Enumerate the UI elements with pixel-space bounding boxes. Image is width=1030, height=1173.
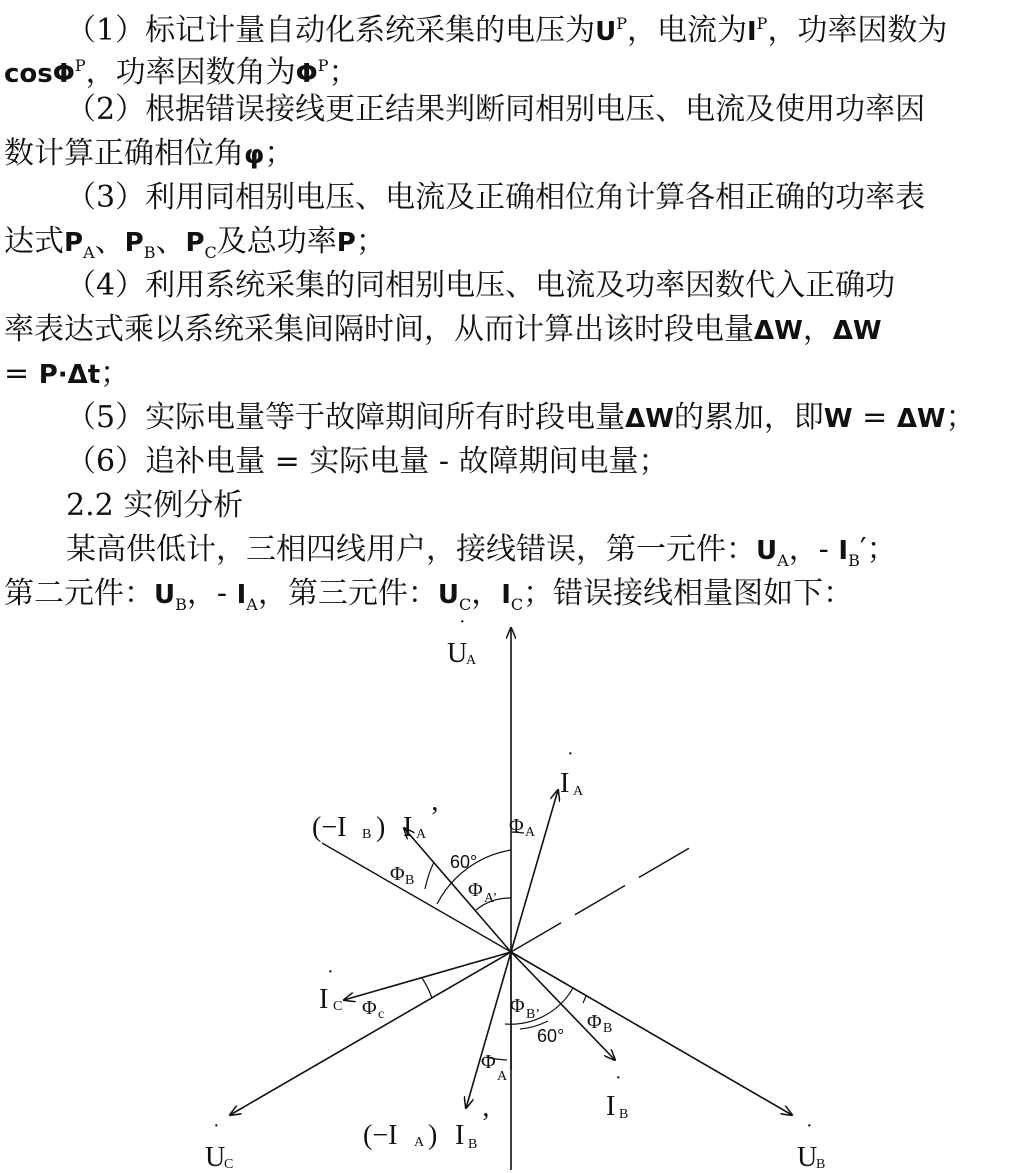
- text: （2）根据错误接线更正结果判断同相别电压、电流及使用功率因: [66, 92, 926, 127]
- label-sub: A: [414, 1135, 425, 1150]
- sub: A: [777, 551, 789, 570]
- label-sub: A: [416, 827, 427, 842]
- text: ，功率因数角为: [85, 55, 296, 90]
- symbol-p: P: [185, 228, 205, 258]
- label-text: I: [319, 984, 329, 1015]
- phi: Φ: [510, 995, 525, 1017]
- dot: ·: [567, 743, 574, 765]
- neg-ia-phasor: [466, 952, 511, 1108]
- paragraph-6: [66, 440, 669, 484]
- text: （1）标记计量自动化系统采集的电压为: [66, 13, 596, 48]
- label-text: ): [376, 812, 386, 843]
- label-phi-b: [390, 863, 414, 888]
- text: 2.2 实例分析: [66, 488, 244, 523]
- symbol-dw: ΔW: [754, 316, 803, 346]
- label-text: U: [205, 1142, 226, 1173]
- text: 数计算正确相位角: [4, 136, 244, 171]
- text: 达式: [4, 224, 64, 259]
- label-sub: B: [816, 1157, 826, 1172]
- label-sub: A’: [484, 891, 498, 906]
- label-text: I: [455, 1120, 465, 1151]
- arc-phi-c: [422, 978, 432, 998]
- label-ub: [797, 1115, 825, 1173]
- text: 第二元件：: [4, 576, 154, 611]
- text: =: [4, 356, 39, 391]
- label-text: U: [447, 638, 468, 669]
- label-text: I: [606, 1091, 616, 1122]
- text: 及总功率: [216, 224, 337, 259]
- label-phi-b-prime: [510, 995, 540, 1022]
- label-sub: c: [378, 1007, 385, 1022]
- symbol-phi: Φ: [295, 59, 318, 89]
- text: 率表达式乘以系统采集间隔时间，从而计算出该时段电量: [4, 312, 754, 347]
- symbol-dw: ΔW: [896, 404, 946, 434]
- symbol-p: P: [336, 228, 356, 258]
- label-sub: B: [468, 1137, 478, 1152]
- phi: Φ: [362, 997, 377, 1019]
- symbol-phi: Φ: [52, 59, 75, 89]
- sup: P: [317, 56, 329, 75]
- paragraph-4-cont: [4, 308, 882, 353]
- ic-phasor: [344, 952, 511, 1000]
- text: ；: [264, 136, 295, 171]
- sub: C: [458, 595, 472, 614]
- text: （6）追补电量 = 实际电量 - 故障期间电量；: [66, 444, 669, 479]
- label-phi-b-lower: [587, 1011, 612, 1036]
- phi: Φ: [468, 879, 483, 901]
- label-phi-c: [362, 997, 384, 1022]
- symbol-u: U: [437, 580, 459, 610]
- label-uc: [205, 1115, 233, 1173]
- label-sub: B: [362, 827, 372, 842]
- symbol-dw: ΔW: [625, 404, 674, 434]
- paragraph-5: [66, 396, 976, 441]
- paragraph-4: [66, 264, 895, 308]
- symbol-i: I: [236, 580, 247, 610]
- label-ic: [319, 961, 342, 1015]
- uc-phasor: [230, 952, 511, 1115]
- text: ；: [328, 55, 359, 90]
- text: ，电流为: [626, 13, 747, 48]
- sub: A: [83, 243, 95, 262]
- text: ；: [945, 400, 976, 435]
- text: ；: [100, 356, 131, 391]
- label-mark: ’: [481, 1108, 491, 1139]
- dot: ·: [806, 1115, 813, 1137]
- label-neg-ia-ib-prime: [363, 1108, 490, 1152]
- label-sub: C: [224, 1157, 234, 1172]
- label-sub: A: [466, 653, 477, 668]
- text: =: [852, 400, 897, 435]
- sup: P: [616, 14, 627, 33]
- arc-phi-b-lower: [583, 996, 586, 1003]
- sub: A: [246, 595, 258, 614]
- symbol-cos: cos: [4, 59, 53, 89]
- symbol-u: U: [595, 17, 617, 47]
- text: 、: [94, 224, 125, 259]
- text: （4）利用系统采集的同相别电压、电流及功率因数代入正确功: [66, 268, 896, 303]
- label-text: U: [797, 1142, 818, 1173]
- symbol-p: P: [64, 228, 84, 258]
- angle-60-bottom: 60°: [537, 1026, 565, 1046]
- phi: Φ: [481, 1051, 496, 1073]
- text: 、: [155, 224, 186, 259]
- paragraph-3: [66, 176, 925, 220]
- paragraph-2: [66, 88, 925, 132]
- text: ，: [802, 312, 833, 347]
- label-ib: [606, 1067, 628, 1122]
- label-text: (−I: [363, 1120, 398, 1151]
- label-phi-a-prime: [468, 879, 497, 906]
- label-mark: ’: [430, 802, 440, 833]
- sub: B: [143, 243, 156, 262]
- label-sub: B: [619, 1107, 629, 1122]
- neg-ub-line: [511, 843, 698, 952]
- symbol-phi: φ: [244, 140, 265, 170]
- text: 的累加，即: [673, 400, 824, 435]
- label-sub: C: [333, 999, 343, 1014]
- arc-phi-b: [425, 862, 434, 889]
- symbol-u: U: [154, 580, 176, 610]
- text: ；: [866, 532, 897, 567]
- neg-ib-phasor: [404, 828, 511, 952]
- text: （5）实际电量等于故障期间所有时段电量: [66, 400, 626, 435]
- label-text: ): [428, 1120, 438, 1151]
- label-sub: B: [405, 873, 415, 888]
- label-sub: B’: [526, 1007, 540, 1022]
- label-sub: A: [497, 1069, 508, 1084]
- label-neg-ib-ia-prime: [312, 802, 439, 843]
- symbol-i: I: [746, 17, 757, 47]
- paragraph-4-cont2: [4, 352, 130, 397]
- phi: Φ: [509, 815, 524, 837]
- label-text: I: [403, 812, 413, 843]
- label-ua: [447, 611, 477, 669]
- label-sub: B: [603, 1021, 613, 1036]
- symbol-i: I: [838, 536, 849, 566]
- label-phi-a-lower: [481, 1051, 508, 1084]
- sub: C: [510, 595, 524, 614]
- label-sub: A: [573, 784, 584, 799]
- dot: ·: [615, 1067, 622, 1089]
- angle-60-top: 60°: [450, 852, 478, 872]
- text: 某高供低计，三相四线用户，接线错误，第一元件：: [66, 532, 756, 567]
- formula: P·Δt: [38, 360, 101, 390]
- label-sub: A: [525, 825, 536, 840]
- sup: P: [74, 56, 86, 75]
- sub: B: [175, 595, 187, 614]
- text: ；: [355, 224, 386, 259]
- section-heading: [66, 484, 243, 528]
- label-phi-a: [509, 815, 536, 840]
- symbol-i: I: [501, 580, 511, 610]
- sub: C: [204, 243, 217, 262]
- dot: ·: [459, 611, 466, 633]
- symbol-w: W: [823, 404, 853, 434]
- symbol-dw: ΔW: [832, 316, 882, 346]
- dot: ·: [213, 1115, 220, 1137]
- phi: Φ: [587, 1011, 602, 1033]
- label-text: I: [560, 768, 570, 799]
- text: ，-: [788, 532, 839, 567]
- prime: ′: [859, 532, 867, 567]
- label-text: (−I: [312, 812, 347, 843]
- phi: Φ: [390, 863, 405, 885]
- text: ，-: [186, 576, 237, 611]
- sup: P: [756, 14, 768, 33]
- text: ，第三元件：: [257, 576, 438, 611]
- text: （3）利用同相别电压、电流及正确相位角计算各相正确的功率表: [66, 180, 926, 215]
- symbol-p: P: [124, 228, 144, 258]
- dot: ·: [327, 961, 334, 983]
- text: ，功率因数为: [767, 13, 948, 48]
- phasor-diagram: [0, 600, 1030, 1173]
- label-ia: [560, 743, 584, 799]
- paragraph-2-cont: [4, 132, 294, 177]
- symbol-u: U: [756, 536, 778, 566]
- text: ；错误接线相量图如下：: [523, 576, 854, 611]
- sub: B: [848, 551, 860, 570]
- text: ，: [471, 576, 502, 611]
